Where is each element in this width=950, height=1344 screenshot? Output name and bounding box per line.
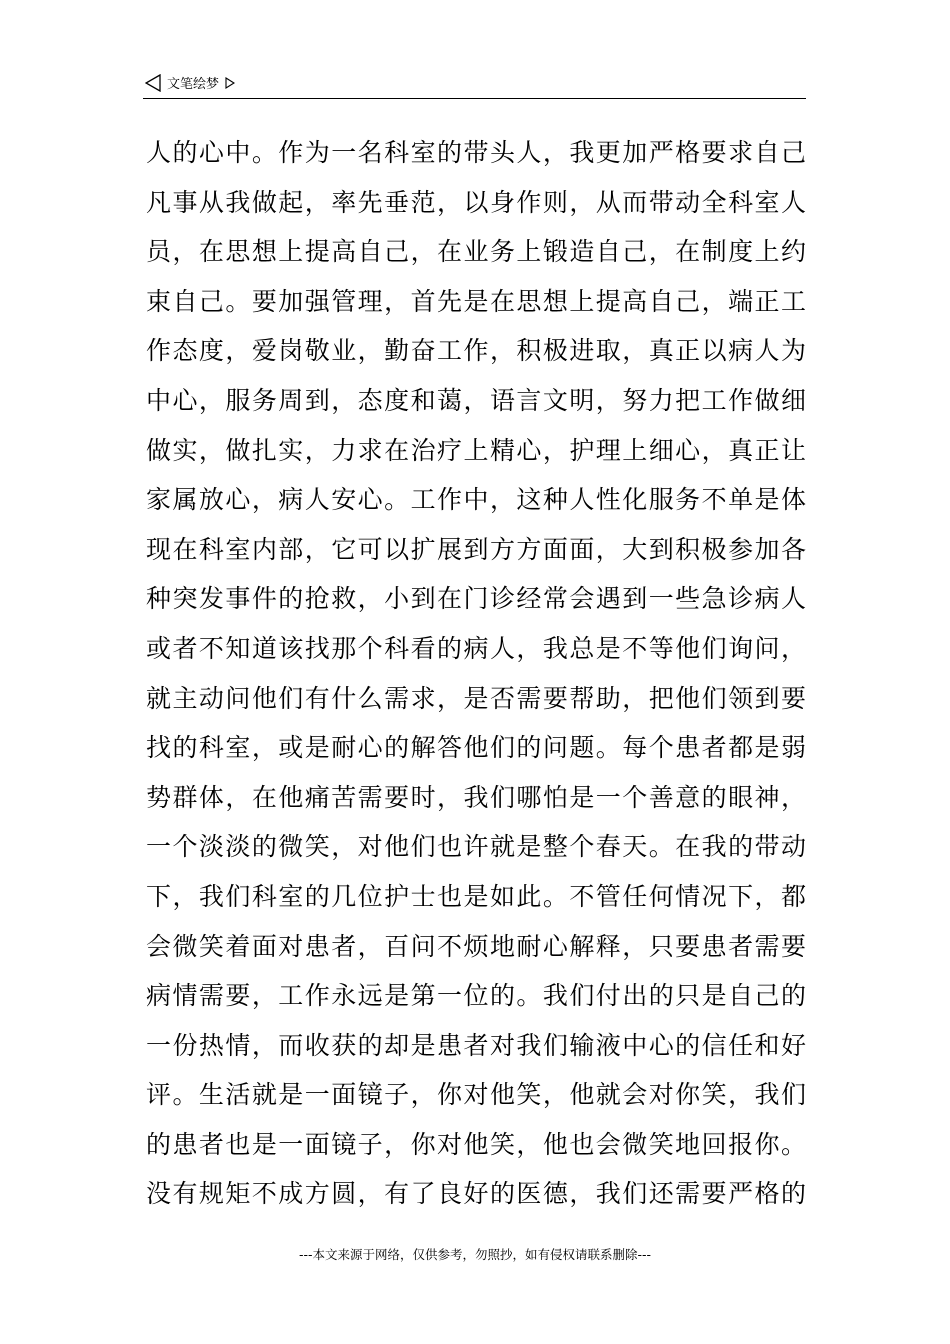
text-line: 病情需要，工作永远是第一位的。我们付出的只是自己的: [146, 981, 806, 1011]
text-line: 家属放心，病人安心。工作中，这种人性化服务不单是体: [146, 485, 806, 515]
text-line: 评。生活就是一面镜子，你对他笑，他就会对你笑，我们: [146, 1080, 806, 1110]
text-line: 现在科室内部，它可以扩展到方方面面，大到积极参加各: [146, 534, 806, 564]
text-line: 束自己。要加强管理，首先是在思想上提高自己，端正工: [146, 286, 806, 316]
text-line: 中心，服务周到，态度和蔼，语言文明，努力把工作做细: [146, 385, 806, 415]
brand: [145, 73, 235, 92]
text-line: 做实，做扎实，力求在治疗上精心，护理上细心，真正让: [146, 435, 806, 465]
text-line: 一份热情，而收获的却是患者对我们输液中心的信任和好: [146, 1030, 806, 1060]
text-line: 就主动问他们有什么需求，是否需要帮助，把他们领到要: [146, 683, 806, 713]
text-line: 作态度，爱岗敬业，勤奋工作，积极进取，真正以病人为: [146, 336, 806, 366]
text-line: 的患者也是一面镜子，你对他笑，他也会微笑地回报你。: [146, 1129, 806, 1159]
text-line: 或者不知道该找那个科看的病人，我总是不等他们询问，: [146, 633, 806, 663]
triangle-left-icon: [145, 74, 161, 92]
text-line: 下，我们科室的几位护士也是如此。不管任何情况下，都: [146, 881, 806, 911]
text-line: 人的心中。作为一名科室的带头人，我更加严格要求自己: [146, 138, 806, 167]
footer-disclaimer: ---本文来源于网络，仅供参考，勿照抄，如有侵权请联系删除---: [298, 1247, 652, 1262]
text-line: 没有规矩不成方圆，有了良好的医德，我们还需要严格的: [146, 1179, 806, 1209]
page-header: [143, 72, 806, 99]
text-line: 员，在思想上提高自己，在业务上锻造自己，在制度上约: [146, 237, 806, 267]
triangle-right-icon: [225, 77, 235, 89]
document-body: [146, 128, 806, 1219]
brand-label: 文笔绘梦: [167, 77, 220, 92]
text-line: 凡事从我做起，率先垂范，以身作则，从而带动全科室人: [146, 187, 806, 217]
text-line: 找的科室，或是耐心的解答他们的问题。每个患者都是弱: [146, 733, 806, 763]
text-line: 一个淡淡的微笑，对他们也许就是整个春天。在我的带动: [146, 832, 806, 862]
text-line: 势群体，在他痛苦需要时，我们哪怕是一个善意的眼神，: [146, 782, 806, 812]
text-line: 种突发事件的抢救，小到在门诊经常会遇到一些急诊病人: [146, 584, 806, 614]
text-line: 会微笑着面对患者，百问不烦地耐心解释，只要患者需要: [146, 931, 806, 961]
